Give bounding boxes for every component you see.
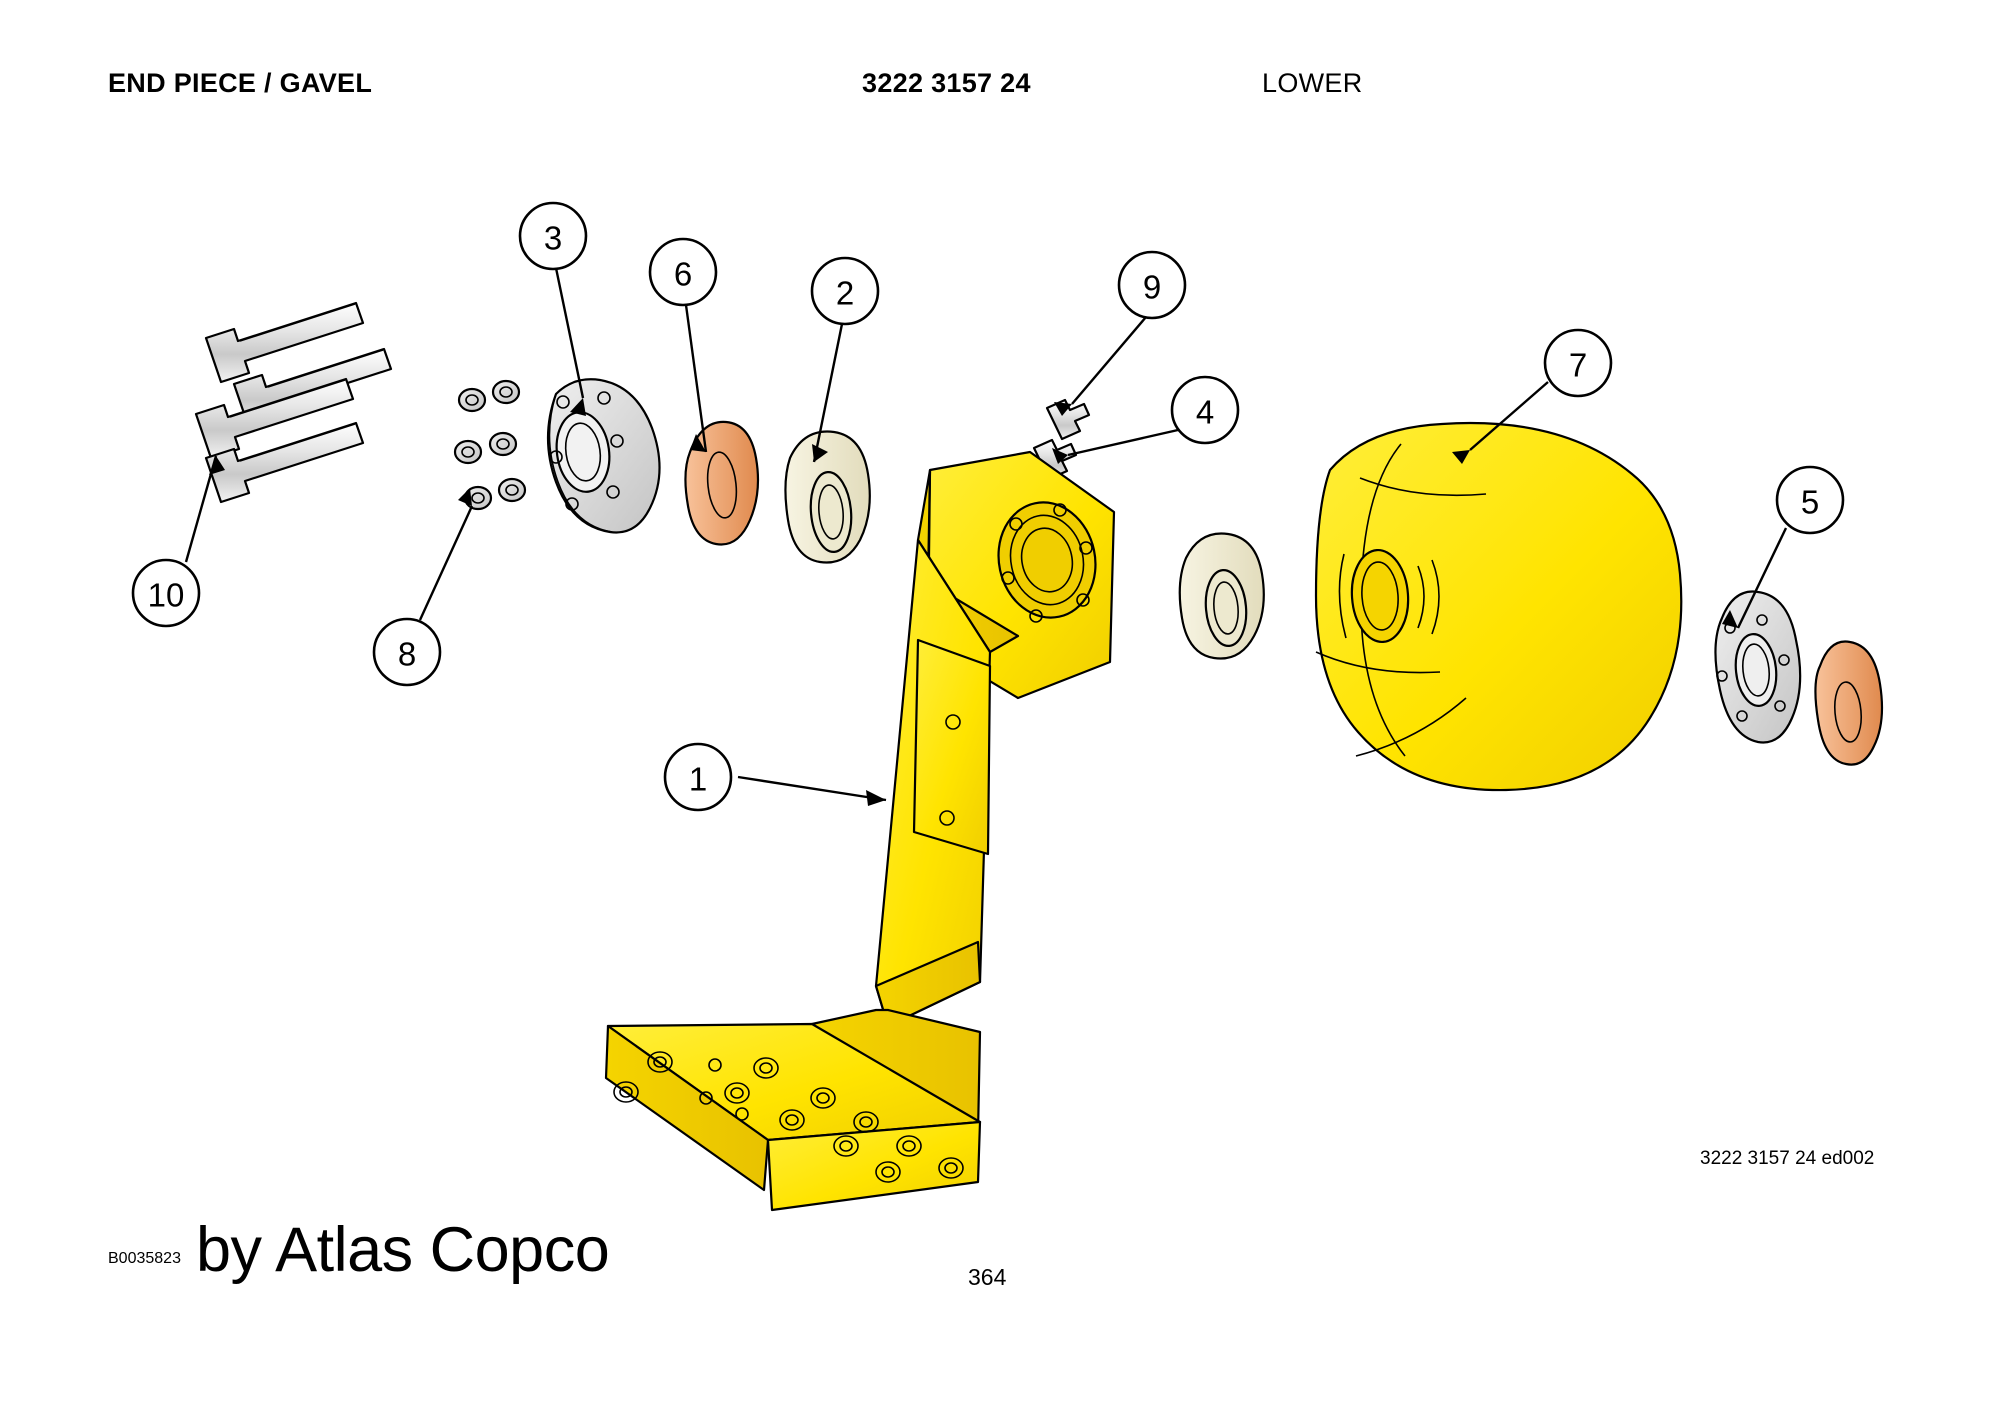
part-4-bushing — [1180, 534, 1264, 659]
callout-8[interactable] — [374, 619, 440, 685]
callout-2-label: 2 — [835, 274, 855, 312]
callout-7-label: 7 — [1568, 346, 1588, 384]
part-3-flange-plate — [548, 379, 660, 532]
callout-4[interactable] — [1172, 377, 1238, 443]
callout-2[interactable] — [812, 258, 878, 324]
drawing-code: 3222 3157 24 ed002 — [1700, 1148, 1875, 1169]
brand-code: B0035823 — [108, 1250, 181, 1267]
callout-1-label: 1 — [688, 760, 708, 798]
header-left-title: END PIECE / GAVEL — [108, 68, 373, 98]
callout-4-label: 4 — [1195, 393, 1215, 431]
part-2-bushing-small — [785, 432, 869, 563]
callout-9-label: 9 — [1142, 268, 1162, 306]
callout-3[interactable] — [520, 203, 586, 269]
callout-6-label: 6 — [673, 255, 693, 293]
part-10-bolt-set — [196, 303, 391, 502]
callout-6[interactable] — [650, 239, 716, 305]
callout-10[interactable] — [133, 560, 199, 626]
callout-7[interactable] — [1545, 330, 1611, 396]
callout-9[interactable] — [1119, 252, 1185, 318]
callout-5-label: 5 — [1800, 483, 1820, 521]
header-part-number: 3222 3157 24 — [862, 68, 1031, 98]
callout-1[interactable] — [665, 744, 731, 810]
callout-5[interactable] — [1777, 467, 1843, 533]
part-7-drum-housing — [1316, 423, 1681, 790]
callout-3-label: 3 — [543, 219, 563, 257]
header-right-label: LOWER — [1262, 68, 1363, 98]
part-5-flange-ring — [1715, 592, 1882, 765]
part-8-washer-set — [455, 381, 525, 509]
callout-10-label: 10 — [147, 576, 185, 614]
brand-wordmark: by Atlas Copco — [196, 1215, 610, 1285]
part-1-end-piece-arm — [606, 452, 1114, 1210]
page-number: 364 — [968, 1264, 1007, 1290]
callout-8-label: 8 — [397, 635, 417, 673]
